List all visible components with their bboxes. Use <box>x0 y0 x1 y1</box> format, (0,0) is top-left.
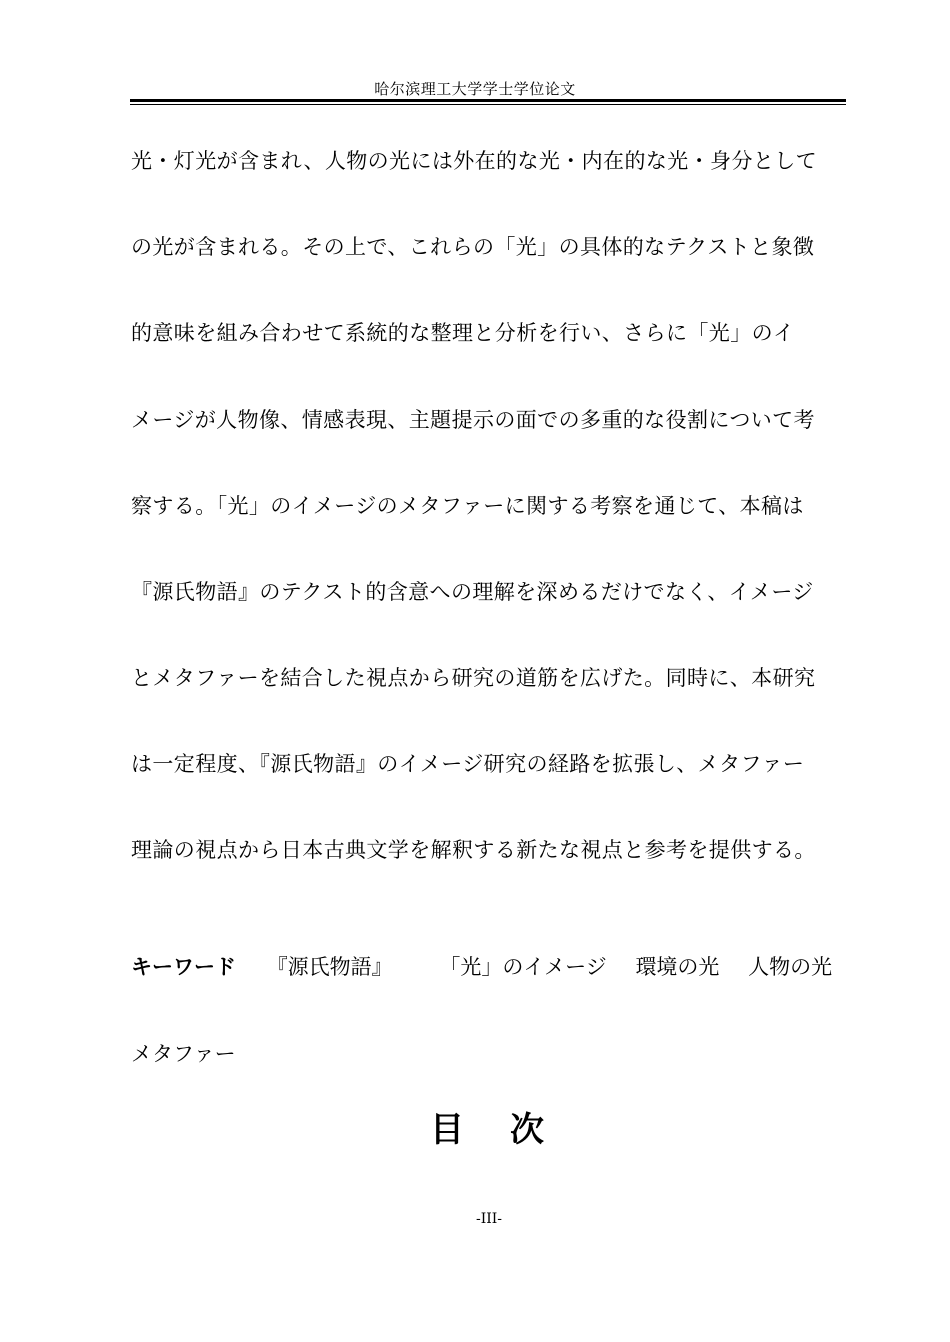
page-number: -III- <box>475 1211 503 1227</box>
header-title: 哈尔滨理工大学学士学位论文 <box>374 80 576 98</box>
body-line: 光・灯光が含まれ、人物の光には外在的な光・内在的な光・身分として <box>131 149 818 173</box>
keyword-item: メタファー <box>131 1042 236 1066</box>
header-rule-thin <box>130 104 846 105</box>
keyword-item: 『源氏物語』 <box>266 955 393 979</box>
body-line: 的意味を組み合わせて系統的な整理と分析を行い、さらに「光」のイ <box>131 321 795 345</box>
keyword-item: 環境の光 <box>635 955 720 979</box>
body-line: メージが人物像、情感表現、主題提示の面での多重的な役割について考 <box>131 408 815 432</box>
toc-heading: 目 次 <box>430 1110 550 1150</box>
header-rule-thick <box>130 99 846 102</box>
keywords-label: キーワード <box>131 954 236 979</box>
body-line: の光が含まれる。その上で、これらの「光」の具体的なテクストと象徴 <box>131 235 815 259</box>
body-line: 理論の視点から日本古典文学を解釈する新たな視点と参考を提供する。 <box>131 838 816 862</box>
keyword-item: 「光」のイメージ <box>439 955 607 979</box>
body-line: は一定程度、『源氏物語』のイメージ研究の経路を拡張し、メタファー <box>131 752 805 776</box>
keyword-item: 人物の光 <box>748 955 833 979</box>
body-line: 察する。「光」のイメージのメタファーに関する考察を通じて、本稿は <box>131 494 804 518</box>
body-line: 『源氏物語』のテクスト的含意への理解を深めるだけでなく、イメージ <box>131 580 814 604</box>
body-line: とメタファーを結合した視点から研究の道筋を広げた。同時に、本研究 <box>131 666 816 690</box>
keywords-row <box>131 952 854 982</box>
